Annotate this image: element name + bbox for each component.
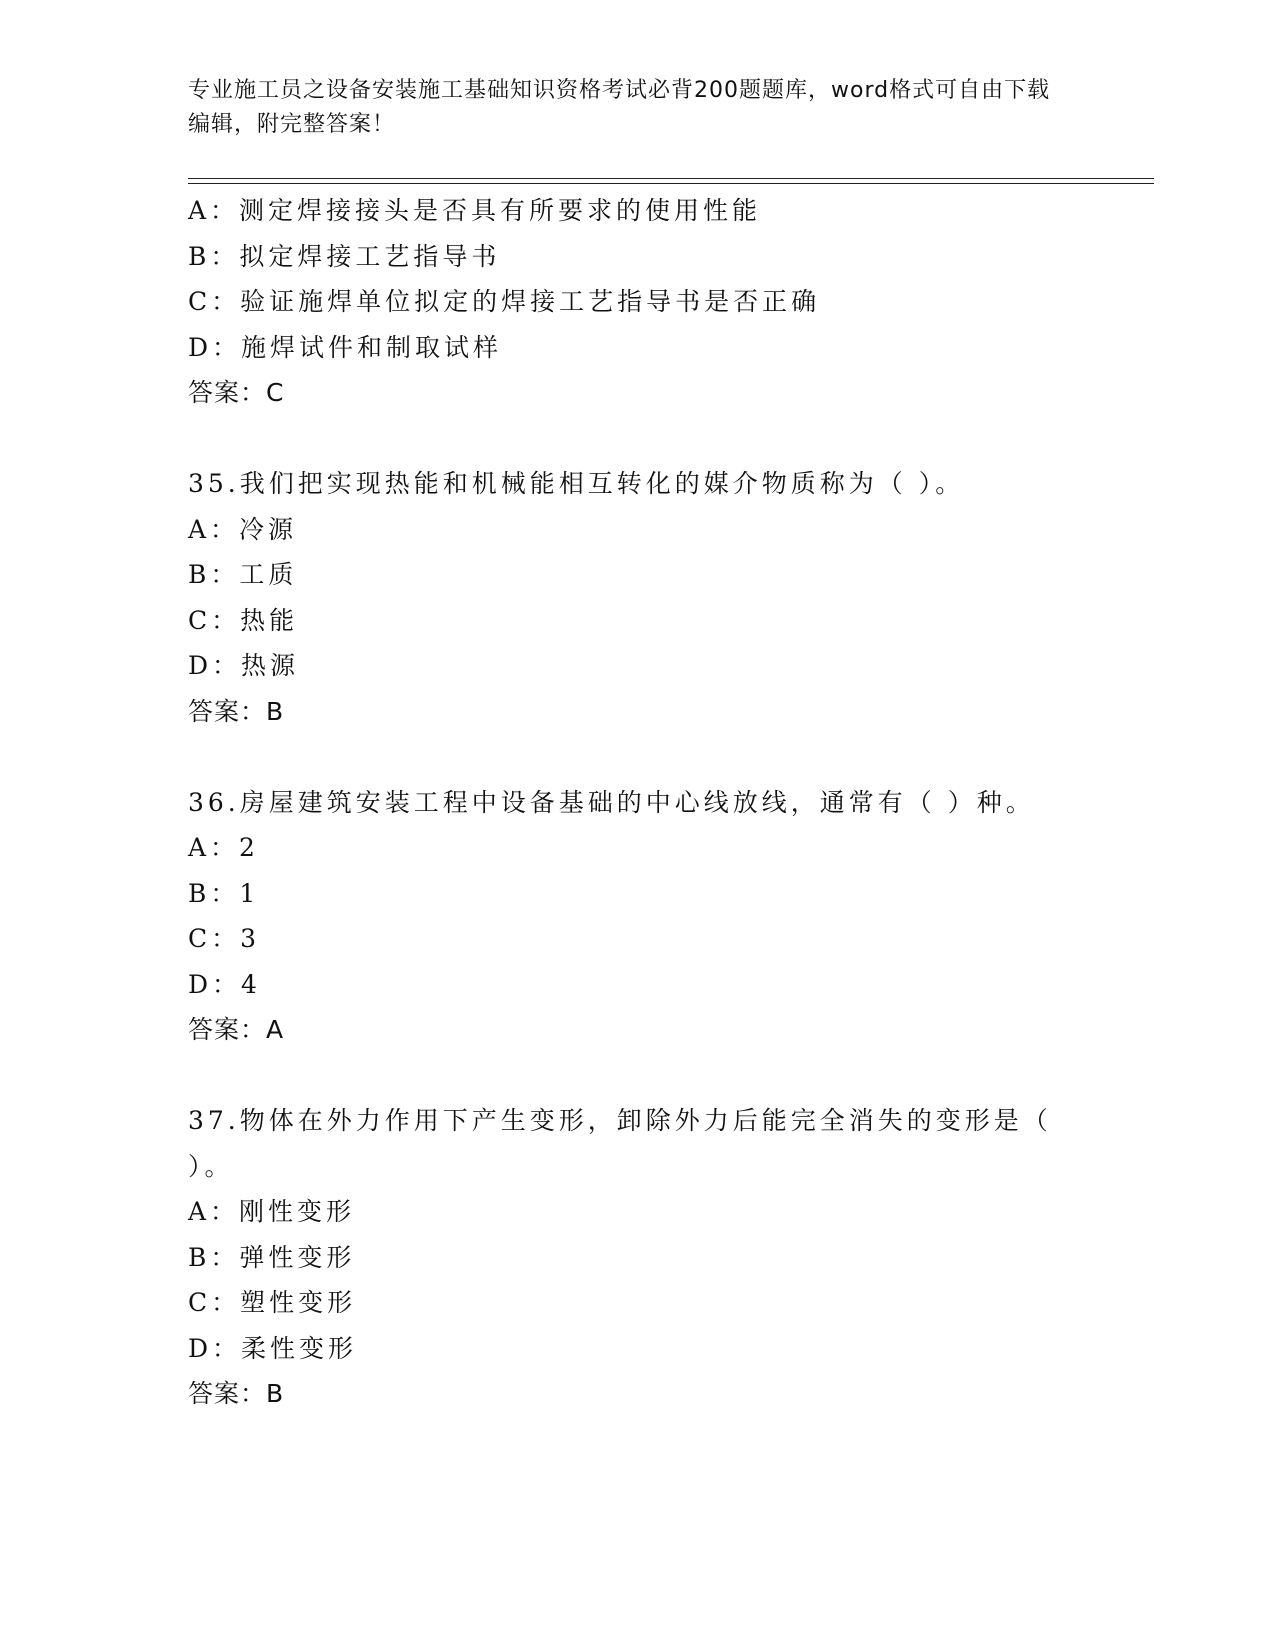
option-b: B：1	[188, 878, 260, 908]
answer-line: 答案：B	[188, 1379, 285, 1408]
option-d: D：热源	[188, 651, 300, 680]
option-a: A：冷源	[188, 514, 298, 544]
header-divider-bottom	[188, 183, 1154, 184]
option-a: A：2	[188, 833, 259, 862]
question-block-carryover	[188, 188, 1088, 416]
option-d: D：施焊试件和制取试样	[188, 332, 503, 362]
question-list	[188, 188, 1088, 1417]
option-d: D：4	[188, 969, 261, 999]
question-stem: 37.物体在外力作用下产生变形，卸除外力后能完全消失的变形是（ ）。	[188, 1106, 1052, 1181]
spacer	[188, 416, 1088, 462]
option-a: A：测定焊接接头是否具有所要求的使用性能	[188, 196, 762, 225]
answer-line: 答案：A	[188, 1015, 285, 1044]
answer-line: 答案：B	[188, 696, 285, 726]
question-stem: 35.我们把实现热能和机械能相互转化的媒介物质称为（ ）。	[188, 469, 965, 498]
option-c: C：塑性变形	[188, 1288, 357, 1317]
option-d: D：柔性变形	[188, 1333, 358, 1363]
option-c: C：热能	[188, 605, 299, 635]
question-block-37	[188, 1098, 1088, 1417]
question-block-35	[188, 461, 1088, 734]
header-divider-top	[188, 178, 1154, 179]
answer-line: 答案：C	[188, 378, 285, 407]
option-a: A：刚性变形	[188, 1197, 356, 1226]
option-c: C：验证施焊单位拟定的焊接工艺指导书是否正确	[188, 287, 821, 316]
option-c: C：3	[188, 924, 261, 953]
question-stem: 36.房屋建筑安装工程中设备基础的中心线放线，通常有（ ）种。	[188, 787, 1035, 817]
spacer	[188, 734, 1088, 780]
question-block-36	[188, 780, 1088, 1053]
spacer	[188, 1053, 1088, 1099]
header-title: 专业施工员之设备安装施工基础知识资格考试必背200题题库，word格式可自由下载编辑，附完整答案！	[188, 78, 1051, 137]
option-b: B：拟定焊接工艺指导书	[188, 241, 501, 271]
option-b: B：工质	[188, 560, 298, 589]
option-b: B：弹性变形	[188, 1242, 356, 1272]
document-header	[188, 74, 1068, 142]
